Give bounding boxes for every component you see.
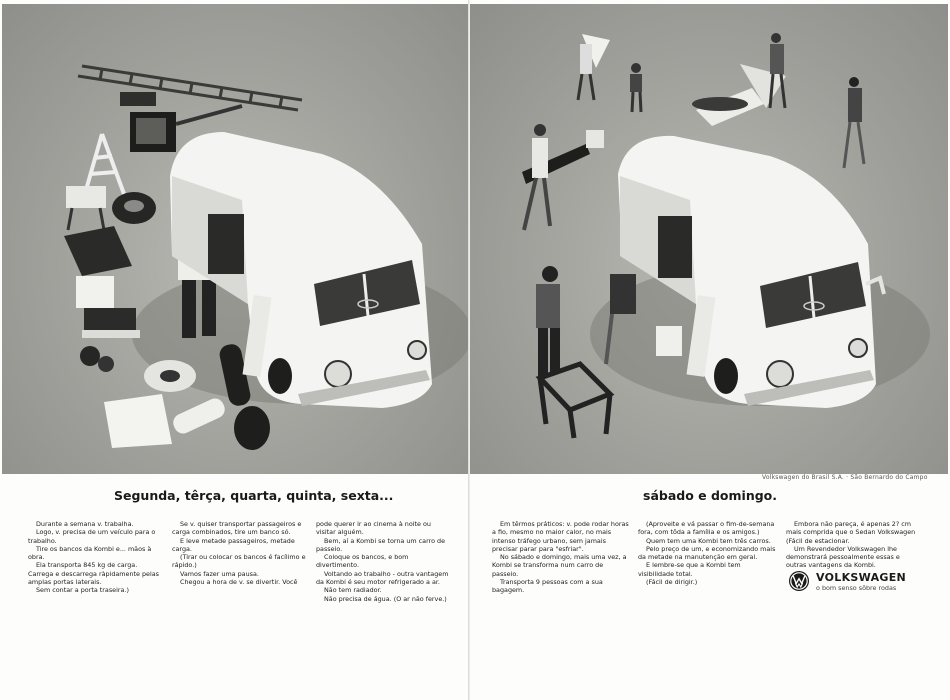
paragraph: Em têrmos práticos: v. pode rodar horas a fio, mesmo no maior calor, no mais intenso tráfego urbano, sem jamais precisar parar para "esfriar". (492, 520, 629, 553)
headline-weekend: sábado e domingo. (643, 488, 778, 503)
bucket-icon (656, 326, 682, 356)
kombi-weekend-illustration (470, 4, 948, 474)
paragraph: Chegou a hora de v. se divertir. Você (180, 578, 298, 587)
paragraph: Logo, v. precisa de um veículo para o trabalho. (28, 528, 156, 545)
brand-name: VOLKSWAGEN (816, 571, 907, 584)
paragraph: (Fácil de dirigir.) (646, 578, 698, 587)
paragraph: No sábado e domingo, mais uma vez, a Kombi se transforma num carro de passeio. (492, 553, 627, 578)
sink-icon (104, 394, 172, 448)
paragraph: E leve metade passageiros, metade carga. (172, 536, 295, 553)
photo-credit: Volkswagen do Brasil S.A. · São Bernardo do Campo (762, 474, 928, 481)
paragraph: pode querer ir ao cinema à noite ou visitar alguém. (316, 520, 431, 537)
chair-icon (66, 186, 106, 208)
photo-kombi-workday (2, 4, 468, 474)
box-icon (76, 276, 114, 308)
paragraph: Não precisa de água. (O ar não ferve.) (324, 594, 447, 603)
paragraph: (Aproveite e vá passar o fim-de-semana fora, com tôda a família e os amigos.) (638, 520, 775, 537)
paragraph: Transporta 9 pessoas com a sua bagagem. (492, 578, 603, 595)
paragraph: Embora não pareça, é apenas 2? cm mais comprida que o Sedan Volkswagen (Fácil de estacionar. (786, 520, 916, 545)
paragraph: Coloque os bancos, e bom divertimento. (316, 553, 409, 570)
paragraph: Não tem radiador. (324, 586, 382, 595)
body-column-5 (638, 520, 776, 586)
paragraph: Quem tem uma Kombi tem três carros. (646, 536, 771, 545)
paragraph: Bem, aí a Kombi se torna um carro de passeio. (316, 536, 446, 553)
body-column-4 (492, 520, 630, 595)
paragraph: Vamos fazer uma pausa. (180, 569, 259, 578)
paragraph: (Tirar ou colocar os bancos é facílimo e rápido.) (172, 553, 306, 570)
brand-slogan: o bom senso sôbre rodas (816, 584, 897, 592)
armchair-icon (64, 226, 132, 276)
folding-chair-icon (540, 364, 610, 438)
paragraph: Tire os bancos da Kombi e... mãos à obra. (28, 544, 152, 562)
paragraph: Voltando ao trabalho - outra vantagem da Kombi é seu motor refrigerado a ar. (316, 569, 449, 587)
body-column-6 (786, 520, 920, 570)
headline-weekdays: Segunda, têrça, quarta, quinta, sexta... (114, 488, 394, 503)
paragraph: Se v. quiser transportar passageiros e carga combinados, tire um banco só. (172, 520, 302, 537)
body-column-1 (28, 520, 160, 595)
body-column-3 (316, 520, 452, 603)
paragraph: Um Revendedor Volkswagen lhe demonstrará pessoalmente essas e outras vantagens da Kombi. (786, 544, 900, 570)
paragraph: Sem contar a porta traseira.) (36, 586, 129, 595)
volkswagen-logo-icon (788, 570, 810, 592)
kombi-workday-illustration (2, 4, 468, 474)
paragraph: E lembre-se que a Kombi tem visibilidade total. (638, 561, 741, 578)
ladder-icon (78, 66, 302, 110)
paragraph: Durante a semana v. trabalha. (36, 520, 134, 528)
step-ladder-icon (86, 134, 124, 194)
body-column-2 (172, 520, 306, 586)
paragraph: Ela transporta 845 kg de carga. Carrega e descarrega ràpidamente pelas amplas portas laterais. (28, 561, 159, 587)
machine-icon (120, 92, 156, 106)
paragraph: Pelo preço de um, e economizando mais da metade na manutenção em geral. (638, 544, 776, 562)
photo-kombi-weekend (470, 4, 948, 474)
